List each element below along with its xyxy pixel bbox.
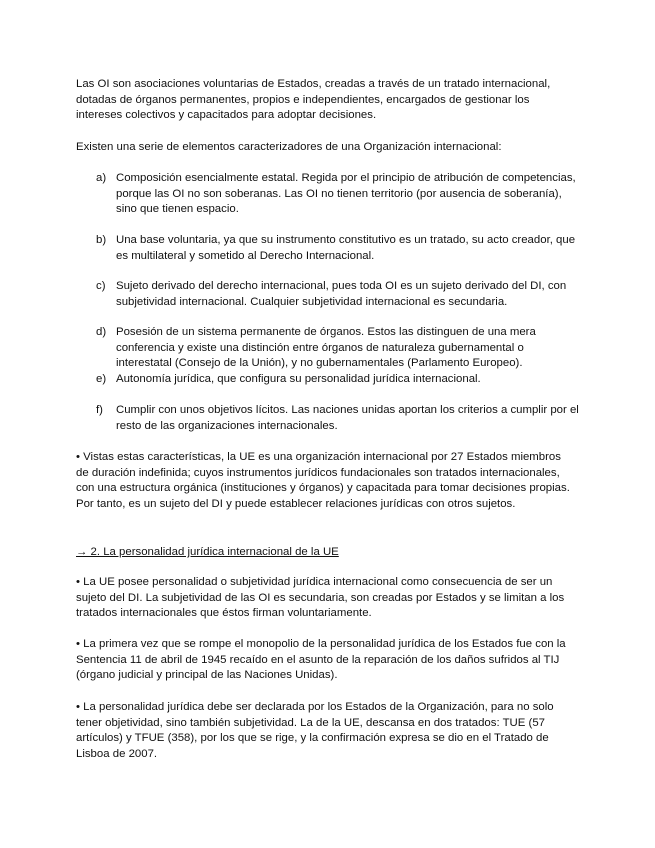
list-item-text: Una base voluntaria, ya que su instrumento constitutivo es un tratado, su acto creador, que es multilateral y sometido al Derecho Internacional. [116, 234, 576, 262]
intro-paragraph: Las OI son asociaciones voluntarias de Estados, creadas a través de un tratado internacional, dotadas de órganos permanentes, propios e independientes, encargados de gestionar los intereses colectivos y capacitados para adoptar decisiones. [76, 78, 551, 122]
bullet-paragraph: • La UE posee personalidad o subjetividad jurídica internacional como consecuencia de ser un sujeto del DI. La subjetividad de las OI es secundaria, son creadas por Estados y se limitan a los tratados internacionales que éstos firman voluntariamente. [76, 576, 565, 620]
list-marker: b) [96, 234, 107, 246]
list-item-text: Sujeto derivado del derecho internacional, pues toda OI es un sujeto derivado del DI, con subjetividad internacional. Cualquier subjetividad internacional es secundaria. [116, 280, 567, 308]
section-heading: → 2. La personalidad jurídica internacional de la UE [76, 546, 339, 558]
list-item-text: Cumplir con unos objetivos lícitos. Las naciones unidas aportan los criterios a cumplir por el resto de las organizaciones internacionales. [116, 404, 579, 432]
list-item [96, 171, 580, 218]
list-marker: f) [96, 404, 103, 416]
elements-intro-paragraph: Existen una serie de elementos caracterizadores de una Organización internacional: [76, 141, 502, 153]
list-item [96, 325, 580, 372]
list-item [96, 279, 580, 310]
bullet-paragraph: • La personalidad jurídica debe ser declarada por los Estados de la Organización, para no solo tener objetividad, sino también subjetividad. La de la UE, descansa en dos tratados: TUE (57 artículos) y TFUE (358), por los que se rige, y la confirmación expresa se dio en el Tratado de Lisboa de 2007. [76, 701, 554, 760]
list-marker: a) [96, 172, 107, 184]
list-marker: d) [96, 326, 107, 338]
list-marker: e) [96, 373, 107, 385]
list-item-text: Composición esencialmente estatal. Regida por el principio de atribución de competencias, porque las OI no son soberanas. Las OI no tienen territorio (por ausencia de soberanía), sino que tienen espacio. [116, 172, 576, 216]
bullet-paragraph: • La primera vez que se rompe el monopolio de la personalidad jurídica de los Estados fue con la Sentencia 11 de abril de 1945 recaído en el asunto de la reparación de los daños sufridos al TIJ (órgano judicial y principal de las Naciones Unidas). [76, 638, 566, 682]
summary-paragraph: • Vistas estas características, la UE es una organización internacional por 27 Estados miembros de duración indefinida; cuyos instrumentos jurídicos fundacionales son tratados internacionales, con una estructura orgánica (instituciones y órganos) y capacitada para tomar decisiones propias. Por tanto, es un sujeto del DI y puede establecer relaciones jurídicas con otros sujetos. [76, 451, 570, 510]
list-item [96, 372, 580, 388]
list-item [96, 233, 580, 264]
list-marker: c) [96, 280, 106, 292]
list-item [96, 403, 580, 434]
list-item-text: Autonomía jurídica, que configura su personalidad jurídica internacional. [116, 373, 481, 385]
list-item-text: Posesión de un sistema permanente de órganos. Estos las distinguen de una mera conferencia y existe una distinción entre órganos de naturaleza gubernamental o interestatal (Consejo de la Unión), y no gubernamentales (Parlamento Europeo). [116, 326, 536, 370]
